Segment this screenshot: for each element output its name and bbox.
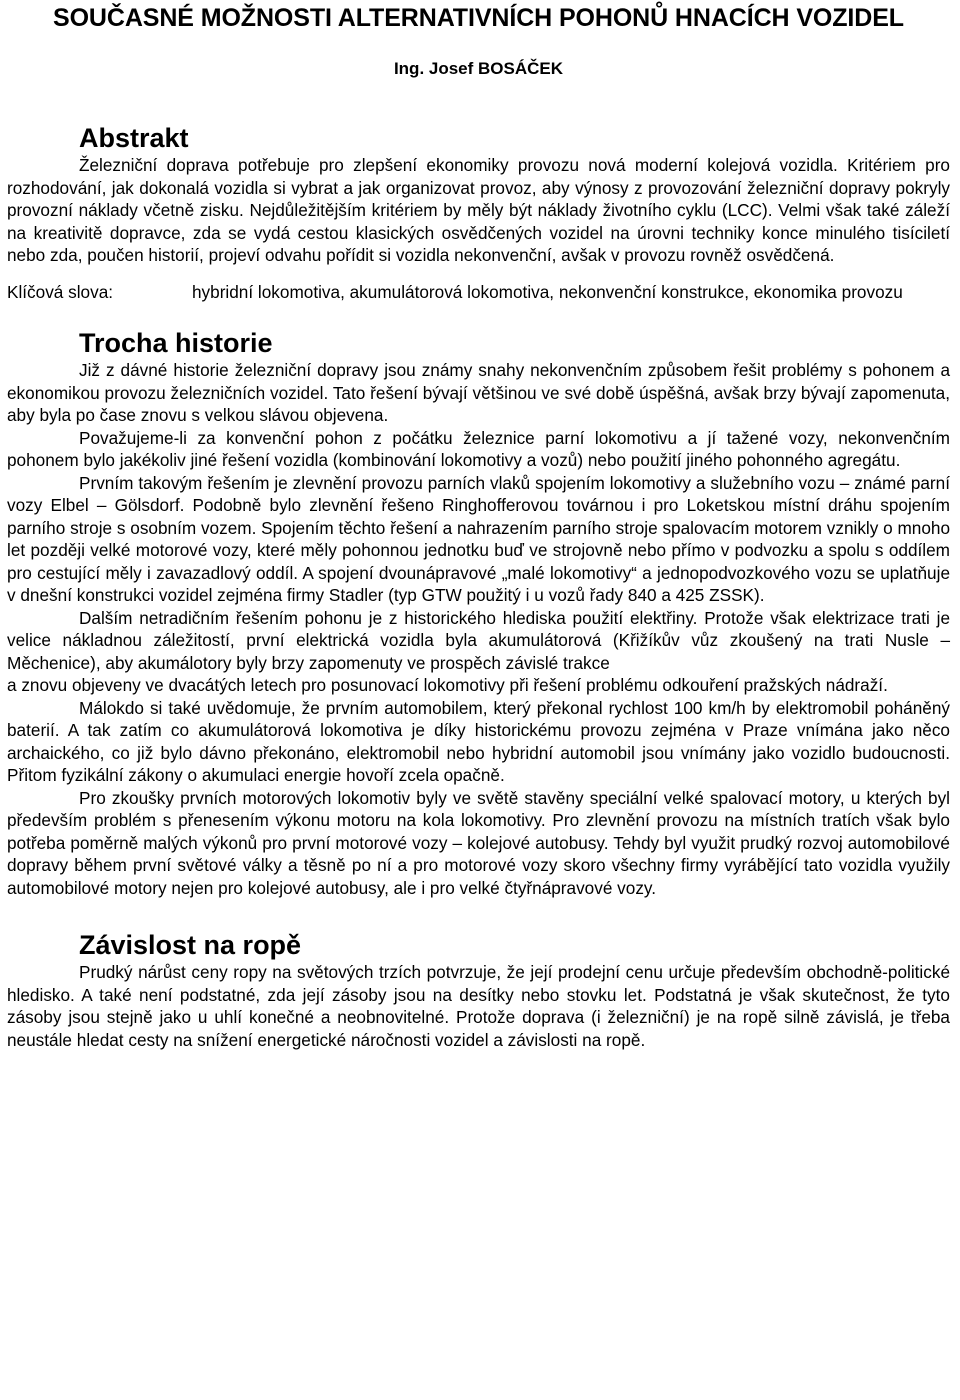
abstract-heading: Abstrakt — [79, 123, 189, 153]
paper-title: SOUČASNÉ MOŽNOSTI ALTERNATIVNÍCH POHONŮ HNACÍCH VOZIDEL — [53, 4, 904, 32]
author-name: Ing. Josef BOSÁČEK — [393, 59, 564, 78]
oil-paragraph: Prudký nárůst ceny ropy na světových trzích potvrzuje, že její prodejní cenu určuje především obchodně-politické hledisko. A také není podstatné, zda její zásoby jsou na desítky nebo stovku let. Podstatná je však skutečnost, že tyto zásoby jsou stejně jako u uhlí konečné a neobnovitelné. Protože doprava (i železniční) je na ropě silně závislá, je třeba neustále hledat cesty na snížení energetické náročnosti vozidel a závislosti na ropě. — [7, 962, 950, 1050]
history-paragraph: Považujeme-li za konvenční pohon z počátku železnice parní lokomotivu a jí tažené vozy, nekonvenčním pohonem bylo jakékoliv jiné řešení vozidla (kombinování lokomotivy a vozů) nebo použití jiného pohonného agregátu. — [7, 427, 950, 470]
keywords-label: Klíčová slova: — [7, 281, 114, 302]
history-heading: Trocha historie — [79, 328, 273, 358]
history-paragraph: Prvním takovým řešením je zlevnění provozu parních vlaků spojením lokomotivy a služebního vozu – známé parní vozy Elbel – Gölsdorf. Podobně bylo zlevnění řešeno Ringhofferovou továrnou i pro Loketskou místní dráhu spojením parního stroje s osobním vozem. Spojením těchto řešení a nahrazením parního stroje spalovacím motorem vznikly o mnoho let později velké motorové vozy, které měly pohonnou jednotku buď ve strojovně nebo přímo v podvozku a spolu s oddílem pro cestující měly i zavazadlový oddíl. A spojení dvounápravové „malé lokomotivy“ a jednopodvozkového vozu se uplatňuje v dnešní konstrukci vozidel zejména firmy Stadler (typ GTW použitý i u vozů řady 840 a 425 ZSSK). — [7, 472, 950, 605]
history-paragraph: Pro zkoušky prvních motorových lokomotiv byly ve světě stavěny speciální velké spalovací motory, u kterých byl především problém s přenesením výkonu motoru na kola lokomotivy. Pro zlevnění provozu na místních tratích však bylo potřeba poměrně malých výkonů pro první motorové vozy – kolejové autobusy. Tehdy byl využit prudký rozvoj automobilové dopravy během první světové války a těsně po ní a pro motorové vozy skoro všechny firmy vyrábějící tato vozidla využily automobilové motory nejen pro kolejové autobusy, ale i pro velké čtyřnápravové vozy. — [7, 787, 950, 898]
history-paragraph: Málokdo si také uvědomuje, že prvním automobilem, který překonal rychlost 100 km/h by elektromobil poháněný baterií. A tak zatím co akumulátorová lokomotiva je díky historickému provozu zejména v Praze vnímána jako něco archaického, co již bylo dávno překonáno, elektromobil nebo hybridní automobil jsou vnímány jako vozidlo budoucnosti. Přitom fyzikální zákony o akumulaci energie hovoří zcela opačně. — [7, 697, 950, 785]
keywords-text: hybridní lokomotiva, akumulátorová lokomotiva, nekonvenční konstrukce, ekonomika provozu — [192, 281, 903, 302]
history-paragraph: Již z dávné historie železniční dopravy jsou známy snahy nekonvenčním způsobem řešit problémy s pohonem a ekonomikou provozu železničních vozidel. Tato řešení bývají většinou ve své době úspěšná, avšak brzy bývají zapomenuta, aby byla po čase znovu s velkou slávou objevena. — [7, 360, 950, 425]
abstract-text: Železniční doprava potřebuje pro zlepšení ekonomiky provozu nová moderní kolejová vozidla. Kritériem pro rozhodování, jak dokonalá vozidla si vybrat a jak organizovat provoz, aby výnosy z provozování železniční dopravy pokryly provozní náklady včetně zisku. Nejdůležitějším kritériem by měly být náklady životního cyklu (LCC). Velmi však také záleží na kreativitě dopravce, zda se vydá cestou klasických osvědčených vozidel na úrovni techniky konce minulého tisíciletí nebo zda, poučen historií, projeví odvahu pořídit si vozidla nekonvenční, avšak v provozu rovněž osvědčená. — [7, 155, 950, 265]
history-paragraph: Dalším netradičním řešením pohonu je z historického hlediska použití elektřiny. Protože však elektrizace trati je velice nákladnou záležitostí, první elektrická vozidla byla akumulátorová (Křižíkův vůz zkoušený na trati Nusle – Měchenice), aby akumálotory byly brzy zapomenuty ve prospěch závislé trakce — [7, 607, 950, 673]
keywords-block — [7, 281, 950, 304]
oil-dependency-heading: Závislost na ropě — [79, 930, 302, 960]
history-paragraph: a znovu objeveny ve dvacátých letech pro posunovací lokomotivy při řešení problému odkouření pražských nádraží. — [7, 675, 888, 695]
